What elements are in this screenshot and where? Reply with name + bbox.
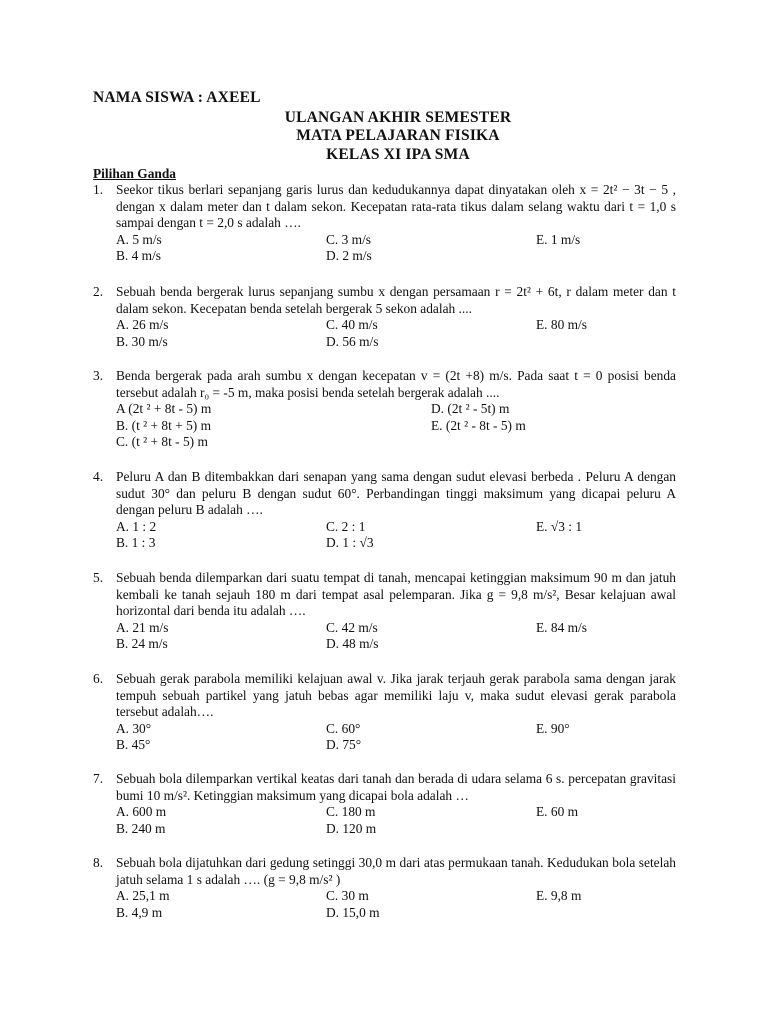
option-c[interactable]: C. 40 m/s — [326, 317, 378, 332]
option-a[interactable]: A. 25,1 m — [116, 888, 170, 903]
option-a[interactable]: A. 5 m/s — [116, 231, 162, 247]
options-row — [116, 334, 676, 351]
option-d[interactable]: D. 1 : √3 — [326, 535, 374, 550]
question-text: Sebuah gerak parabola memiliki kelajuan awal v. Jika jarak terjauh gerak parabola sama dengan jarak tempuh sebuah partikel yang jatuh bebas agar memiliki laju v, maka sudut elevasi gerak parabola tersebut adalah…. — [116, 671, 676, 719]
option-a[interactable]: A. 1 : 2 — [116, 518, 157, 534]
options-row — [116, 721, 676, 738]
option-a[interactable]: A. 600 m — [116, 804, 167, 819]
options-row — [116, 401, 676, 418]
options-row — [116, 636, 676, 653]
option-d[interactable]: D. 120 m — [326, 820, 377, 836]
option-c[interactable]: C. (t ² + 8t - 5) m — [116, 434, 208, 449]
option-a[interactable]: A. 21 m/s — [116, 619, 169, 635]
exam-title: ULANGAN AKHIR SEMESTER — [284, 109, 512, 126]
question-7 — [93, 771, 676, 837]
options-row — [116, 535, 676, 552]
options-row — [116, 519, 676, 536]
options-row — [116, 232, 676, 249]
question-text: Sebuah bola dilemparkan vertikal keatas dari tanah dan berada di udara selama 6 s. percepatan gravitasi bumi 10 m/s². Ketinggian maksimum yang dicapai bola adalah … — [116, 771, 676, 803]
option-d[interactable]: D. 48 m/s — [326, 636, 379, 651]
option-b[interactable]: B. 240 m — [116, 820, 166, 836]
option-d[interactable]: D. 15,0 m — [326, 904, 380, 920]
option-b[interactable]: B. 4,9 m — [116, 904, 163, 920]
question-number: 8. — [93, 855, 104, 870]
question-text: Sebuah bola dijatuhkan dari gedung setinggi 30,0 m dari atas permukaan tanah. Kedudukan bola setelah jatuh selama 1 s adalah …. (g = 9,8 m/s² ) — [116, 855, 676, 887]
option-e[interactable]: E. 9,8 m — [536, 888, 582, 903]
option-c[interactable]: C. 30 m — [326, 888, 369, 903]
option-e[interactable]: E. (2t ² - 8t - 5) m — [431, 417, 526, 433]
question-text: Peluru A dan B ditembakkan dari senapan yang sama dengan sudut elevasi berbeda . Peluru A dengan sudut 30° dan peluru B dengan sudut 60°. Perbandingan tinggi maksimum yang dicapai peluru A dengan peluru B adalah …. — [116, 469, 676, 517]
question-number: 1. — [93, 182, 104, 197]
question-5 — [93, 570, 676, 653]
option-c[interactable]: C. 2 : 1 — [326, 518, 366, 534]
question-number: 2. — [93, 284, 104, 299]
option-d[interactable]: D. (2t ² - 5t) m — [431, 401, 510, 416]
options-row — [116, 317, 676, 334]
question-text: Sebuah benda bergerak lurus sepanjang sumbu x dengan persamaan r = 2t² + 6t, r dalam meter dan t dalam sekon. Kecepatan benda setelah bergerak 5 sekon adalah .... — [116, 284, 676, 316]
option-d[interactable]: D. 2 m/s — [326, 248, 372, 263]
option-d[interactable]: D. 75° — [326, 737, 362, 752]
option-c[interactable]: C. 3 m/s — [326, 231, 372, 247]
options-row — [116, 905, 676, 922]
option-b[interactable]: B. 1 : 3 — [116, 535, 156, 550]
option-e[interactable]: E. 60 m — [536, 804, 579, 819]
option-e[interactable]: E. 90° — [536, 720, 570, 736]
options-row — [116, 434, 676, 451]
question-number: 6. — [93, 671, 104, 686]
question-8 — [93, 855, 676, 921]
options-row — [116, 821, 676, 838]
option-b[interactable]: B. 30 m/s — [116, 333, 168, 349]
option-a[interactable]: A. 30° — [116, 720, 152, 736]
option-c[interactable]: C. 42 m/s — [326, 619, 378, 635]
option-e[interactable]: E. 84 m/s — [536, 619, 587, 635]
option-d[interactable]: D. 56 m/s — [326, 333, 379, 349]
question-text: Seekor tikus berlari sepanjang garis lurus dan kedudukannya dapat dinyatakan oleh x = 2t² − 3t − 5 , dengan x dalam meter dan t dalam sekon. Kecepatan rata-rata tikus dalam selang waktu dari t = 1,0 s sampai dengan t = 2,0 s adalah …. — [116, 182, 676, 230]
option-e[interactable]: E. 80 m/s — [536, 317, 587, 332]
option-b[interactable]: B. 24 m/s — [116, 636, 168, 651]
question-1 — [93, 182, 676, 265]
section-title: Pilihan Ganda — [93, 166, 176, 181]
question-6 — [93, 671, 676, 754]
question-4 — [93, 469, 676, 552]
question-text: Benda bergerak pada arah sumbu x dengan kecepatan v = (2t +8) m/s. Pada saat t = 0 posisi benda tersebut adalah r₀ = -5 m, maka posisi benda setelah bergerak adalah .... — [116, 368, 676, 400]
option-b[interactable]: B. 4 m/s — [116, 248, 162, 263]
options-row — [116, 248, 676, 265]
subject-title: MATA PELAJARAN FISIKA — [296, 127, 500, 144]
option-e[interactable]: E. 1 m/s — [536, 231, 581, 247]
option-a[interactable]: A. 26 m/s — [116, 317, 169, 332]
option-c[interactable]: C. 60° — [326, 720, 361, 736]
question-number: 5. — [93, 570, 104, 585]
question-2 — [93, 284, 676, 350]
question-text: Sebuah benda dilemparkan dari suatu tempat di tanah, mencapai ketinggian maksimum 90 m dan jatuh kembali ke tanah sejauh 180 m dari tempat asal pelemparan. Jika g = 9,8 m/s², Besar kelajuan awal horizontal dari benda itu adalah …. — [116, 570, 676, 618]
options-row — [116, 737, 676, 754]
option-b[interactable]: B. 45° — [116, 737, 151, 752]
question-number: 3. — [93, 368, 104, 383]
option-c[interactable]: C. 180 m — [326, 804, 376, 819]
student-name: NAMA SISWA : AXEEL — [93, 89, 261, 106]
class-title: KELAS XI IPA SMA — [326, 146, 470, 163]
options-row — [116, 418, 676, 435]
option-b[interactable]: B. (t ² + 8t + 5) m — [116, 417, 211, 433]
question-number: 4. — [93, 469, 104, 484]
options-row — [116, 804, 676, 821]
question-3 — [93, 368, 676, 451]
question-number: 7. — [93, 771, 104, 786]
options-row — [116, 888, 676, 905]
option-a[interactable]: A (2t ² + 8t - 5) m — [116, 401, 212, 416]
option-e[interactable]: E. √3 : 1 — [536, 518, 583, 534]
options-row — [116, 620, 676, 637]
